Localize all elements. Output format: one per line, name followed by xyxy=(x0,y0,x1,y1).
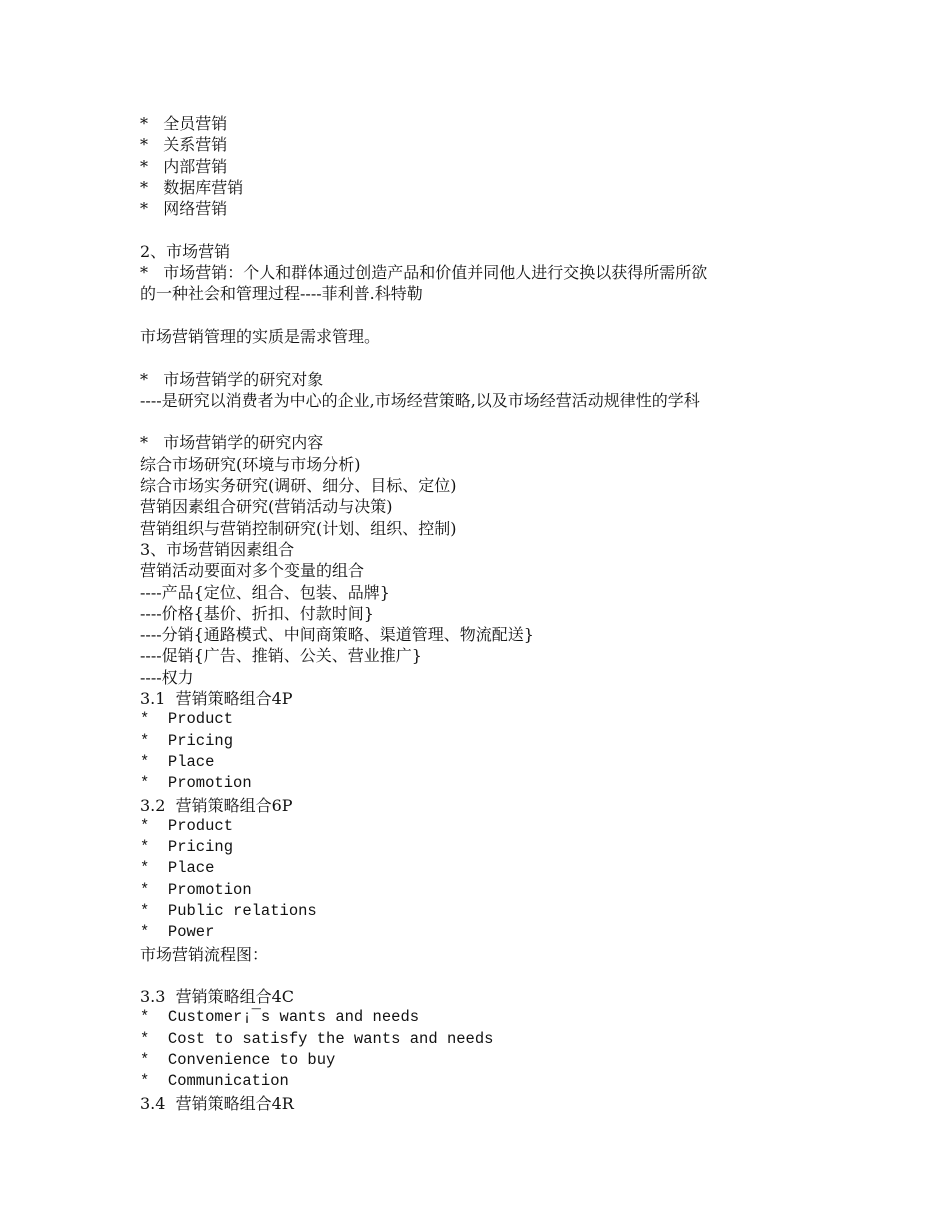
blank-line xyxy=(140,411,840,432)
list-item: * Cost to satisfy the wants and needs xyxy=(140,1029,494,1048)
list-item: * Pricing xyxy=(140,731,234,750)
text-line: * 数据库营销 xyxy=(140,177,244,197)
section-heading: 2、市场营销 xyxy=(140,241,231,261)
text-line: 营销活动要面对多个变量的组合 xyxy=(140,561,365,581)
list-item: * Promotion xyxy=(140,880,252,899)
list-item: * Product xyxy=(140,816,234,835)
text-line: 市场营销流程图： xyxy=(140,944,269,964)
text-line: ----权力 xyxy=(140,667,194,687)
text-line: * 全员营销 xyxy=(140,114,228,133)
text-line: * 内部营销 xyxy=(140,156,228,176)
blank-line xyxy=(140,219,840,240)
section-heading: 3.2 营销策略组合6P xyxy=(140,795,293,815)
section-heading: 3、市场营销因素组合 xyxy=(140,539,295,559)
list-item: * Product xyxy=(140,710,234,729)
text-line: ----促销{广告、推销、公关、营业推广} xyxy=(140,646,422,666)
text-line: * 市场营销：个人和群体通过创造产品和价值并同他人进行交换以获得所需所欲 xyxy=(140,263,708,283)
list-item: * Power xyxy=(140,923,215,942)
blank-line xyxy=(140,347,840,368)
list-item: * Convenience to buy xyxy=(140,1051,336,1070)
text-line: * 网络营销 xyxy=(140,199,228,219)
document-page xyxy=(140,113,840,1114)
text-line: ----分销{通路模式、中间商策略、渠道管理、物流配送} xyxy=(140,625,534,645)
blank-line xyxy=(140,965,840,986)
text-line: ----产品{定位、组合、包装、品牌} xyxy=(140,582,390,602)
list-item: * Place xyxy=(140,859,215,878)
text-line: 营销因素组合研究(营销活动与决策) xyxy=(140,497,393,517)
list-item: * Pricing xyxy=(140,838,234,857)
blank-line xyxy=(140,305,840,326)
text-line: * 市场营销学的研究对象 xyxy=(140,369,324,389)
text-line: 综合市场实务研究(调研、细分、目标、定位) xyxy=(140,476,457,496)
text-line: 营销组织与营销控制研究(计划、组织、控制) xyxy=(140,518,457,538)
section-heading: 3.1 营销策略组合4P xyxy=(140,689,293,709)
list-item: * Public relations xyxy=(140,901,317,920)
text-line: 的一种社会和管理过程----菲利普.科特勒 xyxy=(140,284,423,304)
section-heading: 3.4 营销策略组合4R xyxy=(140,1093,294,1113)
section-heading: 3.3 营销策略组合4C xyxy=(140,987,295,1007)
text-line: * 市场营销学的研究内容 xyxy=(140,433,324,453)
list-item: * Customer¡¯s wants and needs xyxy=(140,1008,420,1027)
list-item: * Promotion xyxy=(140,774,252,793)
list-item: * Communication xyxy=(140,1072,289,1091)
text-line: 市场营销管理的实质是需求管理。 xyxy=(140,326,381,346)
text-line: ----是研究以消费者为中心的企业,市场经营策略,以及市场经营活动规律性的学科 xyxy=(140,390,700,410)
text-line: ----价格{基价、折扣、付款时间} xyxy=(140,603,374,623)
text-line: * 关系营销 xyxy=(140,135,228,155)
list-item: * Place xyxy=(140,752,215,771)
text-line: 综合市场研究(环境与市场分析) xyxy=(140,454,361,474)
